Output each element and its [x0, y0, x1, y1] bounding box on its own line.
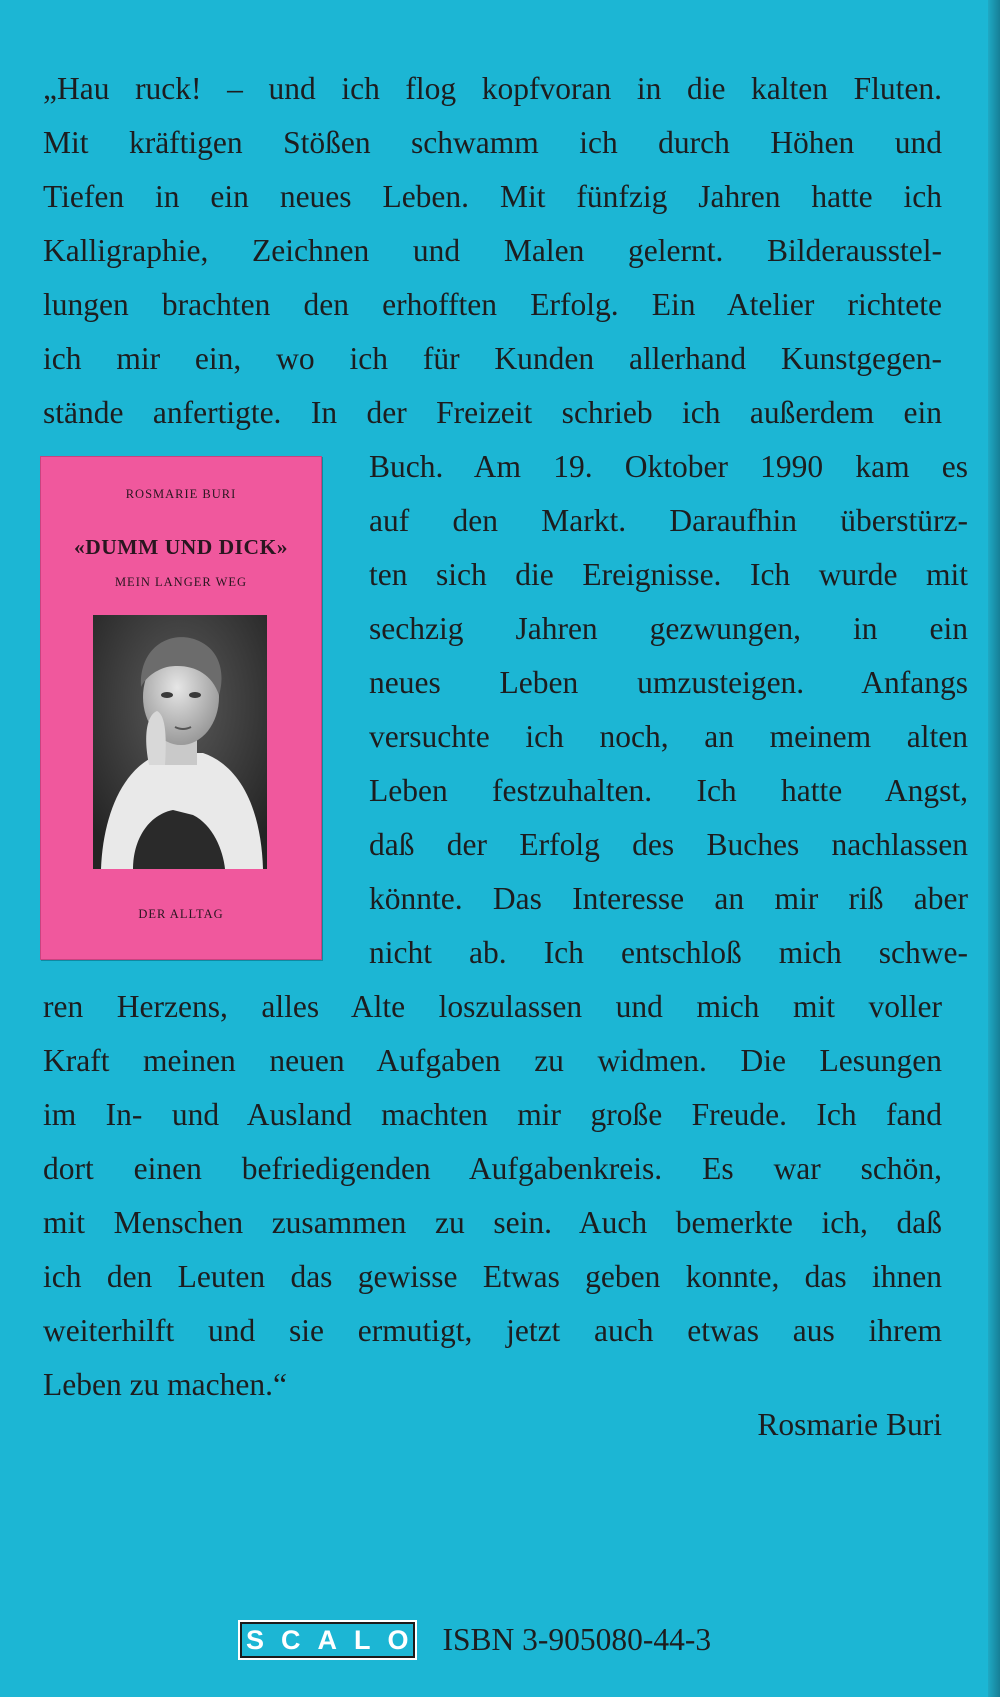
spine-edge	[988, 0, 1000, 1697]
text-line: „Hau ruck! – und ich flog kopfvoran in die kalten Fluten.	[43, 71, 942, 106]
text-line: stände anfertigte. In der Freizeit schrieb ich außerdem ein	[43, 395, 942, 430]
text-line: Leben zu machen.“	[43, 1367, 287, 1402]
isbn: ISBN 3-905080-44-3	[442, 1622, 712, 1657]
text-line: auf den Markt. Daraufhin überstürz-	[369, 503, 968, 538]
text-line: Tiefen in ein neues Leben. Mit fünfzig Jahren hatte ich	[43, 179, 942, 214]
text-line: daß der Erfolg des Buches nachlassen	[369, 827, 968, 862]
text-line: könnte. Das Interesse an mir riß aber	[369, 881, 968, 916]
quote-author: Rosmarie Buri	[757, 1407, 942, 1442]
text-line: im In- und Ausland machten mir große Freude. Ich fand	[43, 1097, 942, 1132]
text-line: weiterhilft und sie ermutigt, jetzt auch etwas aus ihrem	[43, 1313, 942, 1348]
portrait-image-icon	[93, 615, 267, 869]
text-line: ren Herzens, alles Alte loszulassen und mich mit voller	[43, 989, 942, 1024]
text-line: dort einen befriedigenden Aufgabenkreis. Es war schön,	[43, 1151, 942, 1186]
text-line: lungen brachten den erhofften Erfolg. Ein Atelier richtete	[43, 287, 942, 322]
text-line: ten sich die Ereignisse. Ich wurde mit	[369, 557, 968, 592]
footer	[238, 1620, 711, 1660]
text-line: Kalligraphie, Zeichnen und Malen gelernt. Bilderausstel-	[43, 233, 942, 268]
text-line: Buch. Am 19. Oktober 1990 kam es	[369, 449, 968, 484]
text-line: sechzig Jahren gezwungen, in ein	[369, 611, 968, 646]
portrait-photo	[93, 615, 267, 869]
text-line: ich mir ein, wo ich für Kunden allerhand Kunstgegen-	[43, 341, 942, 376]
text-line: Mit kräftigen Stößen schwamm ich durch Höhen und	[43, 125, 942, 160]
book-cover-title: «DUMM UND DICK»	[73, 535, 289, 559]
text-line: Leben festzuhalten. Ich hatte Angst,	[369, 773, 968, 808]
scalo-logo: SCALO	[238, 1620, 417, 1660]
text-line: neues Leben umzusteigen. Anfangs	[369, 665, 968, 700]
book-cover	[40, 456, 322, 960]
text-line: Kraft meinen neuen Aufgaben zu widmen. Die Lesungen	[43, 1043, 942, 1078]
book-cover-subtitle: MEIN LANGER WEG	[114, 575, 248, 589]
text-line: mit Menschen zusammen zu sein. Auch bemerkte ich, daß	[43, 1205, 942, 1240]
text-line: versuchte ich noch, an meinem alten	[369, 719, 968, 754]
book-cover-publisher: DER ALLTAG	[138, 907, 224, 921]
text-line: nicht ab. Ich entschloß mich schwe-	[369, 935, 968, 970]
text-line: ich den Leuten das gewisse Etwas geben konnte, das ihnen	[43, 1259, 942, 1294]
book-cover-author: ROSMARIE BURI	[125, 487, 237, 501]
